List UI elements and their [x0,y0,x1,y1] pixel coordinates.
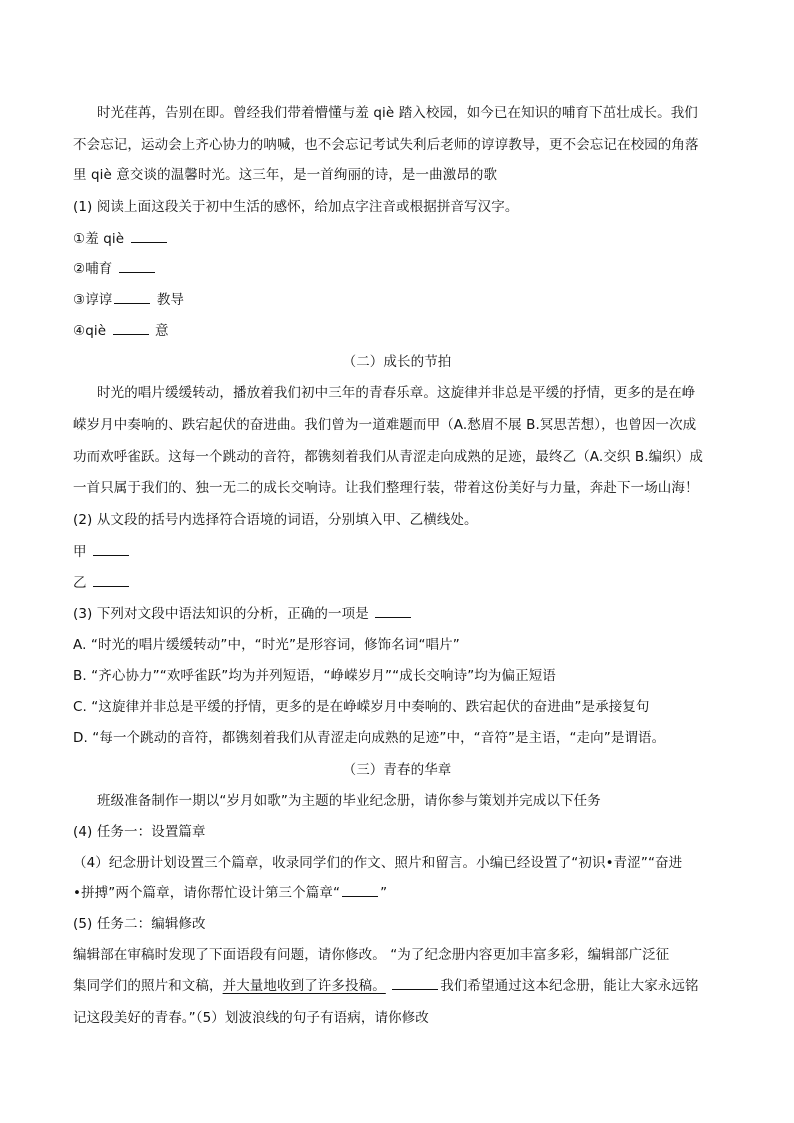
q3-option-c[interactable]: C. “这旋律并非总是平缓的抒情，更多的是在峥嵘岁月中奏响的、跌宕起伏的奋进曲”是承接复句 [73,699,650,715]
section-2-line-2: 嵘岁月中奏响的、跌宕起伏的奋进曲。我们曾为一道难题而甲（A.愁眉不展 B.冥思苦想），也曾因一次成 [73,417,697,433]
section-2-title: （二）成长的节拍 [342,354,452,370]
question-5-line-2 [73,976,699,996]
q3-option-d[interactable]: D. “每一个跳动的音符，都镌刻着我们从青涩走向成熟的足迹”中，“音符”是主语，“走向”是谓语。 [73,730,666,746]
q4-line-2-text: •拼搏”两个篇章，请你帮忙设计第三个篇章“ [73,885,341,901]
q3-option-b[interactable]: B. “齐心协力”“欢呼雀跃”均为并列短语，“峥嵘岁月”“成长交响诗”均为偏正短语 [73,668,556,684]
question-2-item-a [73,542,131,562]
q1-c-suffix: 教导 [156,292,185,308]
q1-d-label: ④qiè [73,323,107,339]
section-2-line-3: 功而欢呼雀跃。这每一个跳动的音符，都镌刻着我们从青涩走向成熟的足迹，最终乙（A.交织 B.编织）成 [73,449,704,465]
q2-b-label: 乙 [73,575,87,591]
q2-a-label: 甲 [73,544,87,560]
paragraph-1-line-2: 不会忘记，运动会上齐心协力的呐喊，也不会忘记考试失利后老师的谆谆教导，更不会忘记在校园的角落 [73,137,699,153]
question-1-item-c [73,290,184,310]
q4-answer-blank[interactable] [342,883,378,897]
question-2-item-b [73,573,131,593]
q1-d-answer-blank[interactable] [113,321,149,335]
question-5-task: (5) 任务二：编辑修改 [73,916,206,932]
question-1-item-b [73,259,157,279]
q3-answer-blank[interactable] [375,604,411,618]
question-1-stem: (1) 阅读上面这段关于初中生活的感怀，给加点字注音或根据拼音写汉字。 [73,199,519,215]
paragraph-1-line-1: 时光荏苒，告别在即。曾经我们带着懵懂与羞 qiè 踏入校园，如今已在知识的哺育下茁壮成长。我们 [97,105,698,121]
q1-a-label: ①羞 qiè [73,231,125,247]
q3-option-a[interactable]: A. “时光的唱片缓缓转动”中，“时光”是形容词，修饰名词“唱片” [73,637,460,653]
question-3-stem [73,604,413,624]
section-2-line-1: 时光的唱片缓缓转动，播放着我们初中三年的青春乐章。这旋律并非总是平缓的抒情，更多的是在峥 [97,385,696,401]
q1-a-answer-blank[interactable] [131,229,167,243]
paragraph-1-line-3: 里 qiè 意交谈的温馨时光。这三年，是一首绚丽的诗，是一曲激昂的歌 [73,167,498,183]
question-1-item-a [73,229,169,249]
q1-d-suffix: 意 [154,323,169,339]
section-3-title: （三）青春的华章 [342,762,452,778]
question-4-line-2 [73,883,387,903]
q5-line-2-start: 集同学们的照片和文稿， [73,978,223,994]
q1-b-label: ②哺育 [73,261,113,277]
q5-answer-blank[interactable] [392,976,438,990]
q5-line-2-end: 我们希望通过这本纪念册，能让大家永远铭 [440,978,699,994]
q4-line-2-close: ” [380,885,388,901]
q3-stem-text: (3) 下列对文段中语法知识的分析，正确的一项是 [73,606,369,622]
q1-b-answer-blank[interactable] [119,259,155,273]
q1-c-answer-blank[interactable] [114,290,150,304]
q2-a-answer-blank[interactable] [93,542,129,556]
question-4-task: (4) 任务一：设置篇章 [73,824,206,840]
q2-b-answer-blank[interactable] [93,573,129,587]
q5-wavy-underlined-sentence: 并大量地收到了许多投稿。 [222,978,386,994]
question-4-line-1: （4）纪念册计划设置三个篇章，收录同学们的作文、照片和留言。小编已经设置了“初识•青涩”“奋进 [73,855,683,871]
section-2-line-4: 一首只属于我们的、独一无二的成长交响诗。让我们整理行装，带着这份美好与力量，奔赴下一场山海！ [73,480,699,496]
question-5-line-3: 记这段美好的青春。”（5）划波浪线的句子有语病，请你修改 [73,1010,429,1026]
question-2-stem: (2) 从文段的括号内选择符合语境的词语，分别填入甲、乙横线处。 [73,512,478,528]
q1-c-label: ③谆谆 [73,292,113,308]
section-3-intro: 班级准备制作一期以“岁月如歌”为主题的毕业纪念册，请你参与策划并完成以下任务 [97,793,601,809]
question-5-line-1: 编辑部在审稿时发现了下面语段有问题，请你修改。 “为了纪念册内容更加丰富多彩，编辑部广泛征 [73,947,670,963]
question-1-item-d [73,321,169,341]
